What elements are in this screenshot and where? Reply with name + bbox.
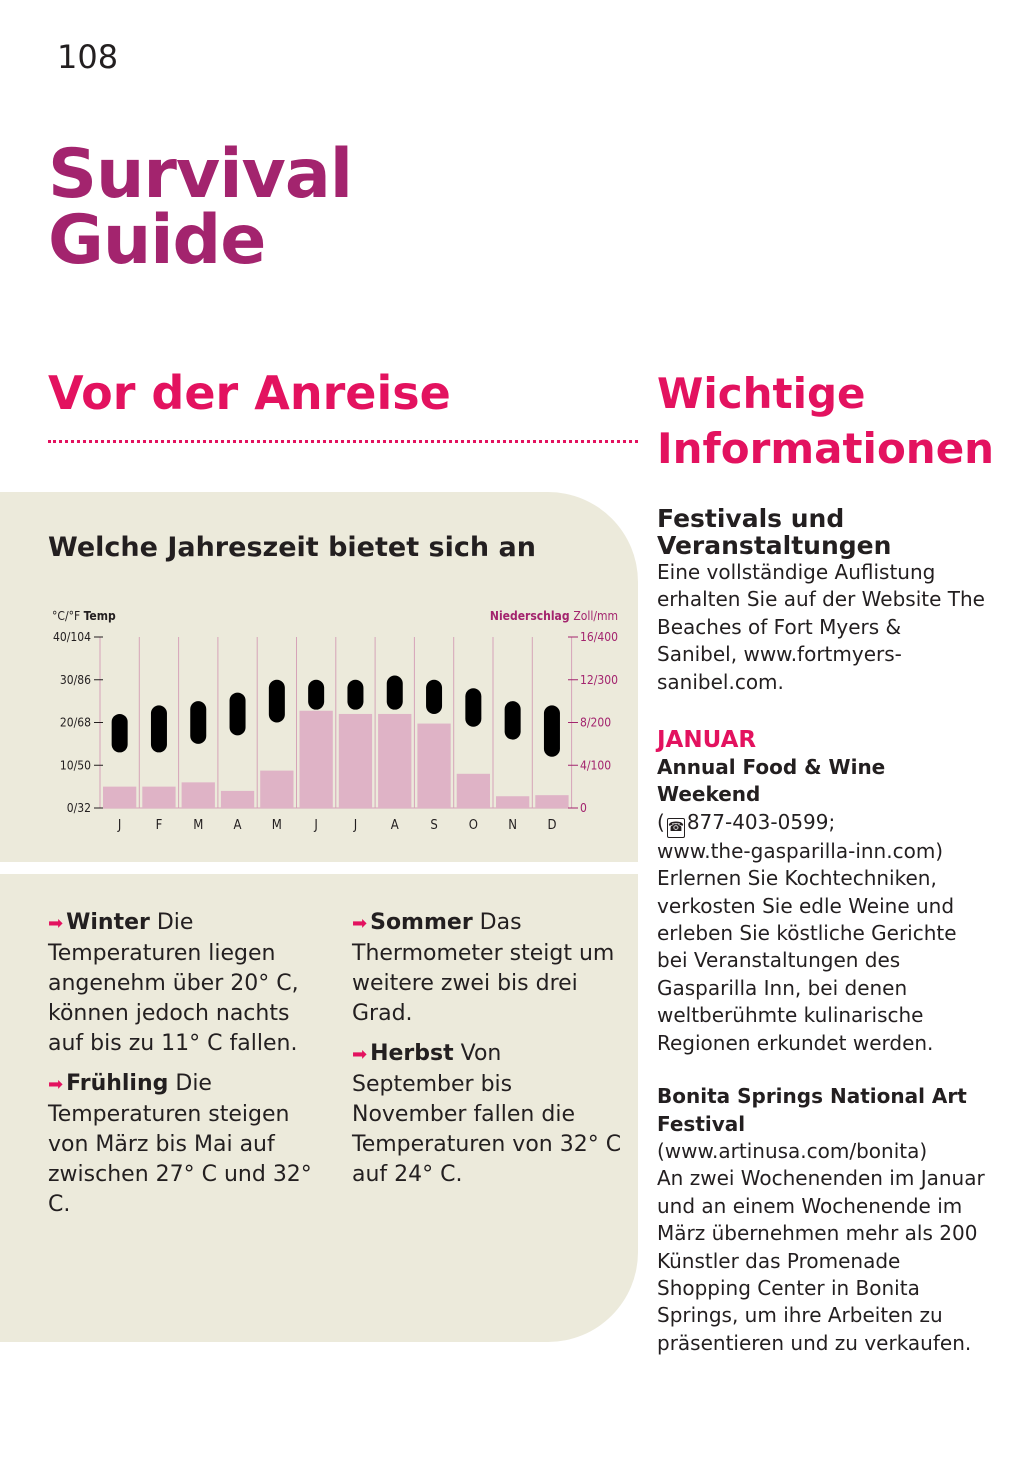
temperature-range bbox=[269, 680, 285, 723]
temperature-range bbox=[230, 693, 246, 736]
event-contact bbox=[657, 809, 987, 838]
event-title: Annual Food & Wine Weekend bbox=[657, 755, 886, 807]
page-title bbox=[48, 135, 353, 280]
month-label: M bbox=[271, 818, 282, 833]
month-label: S bbox=[430, 818, 438, 833]
right-tick-label: 4/100 bbox=[580, 758, 612, 773]
temperature-range bbox=[190, 701, 206, 744]
right-tick-label: 8/200 bbox=[580, 715, 612, 730]
season-spring bbox=[48, 1069, 318, 1220]
title-line-1: Survival bbox=[48, 135, 353, 214]
precipitation-bar bbox=[496, 796, 529, 808]
precipitation-bar bbox=[182, 782, 215, 808]
temperature-range bbox=[426, 680, 442, 714]
seasons-column-right bbox=[352, 908, 622, 1200]
season-winter bbox=[48, 908, 318, 1059]
arrow-right-icon: ➡ bbox=[48, 1074, 64, 1095]
temperature-range bbox=[112, 714, 128, 752]
festivals-heading: Festivals und Veranstaltungen bbox=[657, 504, 892, 560]
season-label: Frühling bbox=[66, 1071, 169, 1096]
heading-line-2: Informationen bbox=[657, 424, 995, 473]
month-label: J bbox=[353, 818, 358, 833]
event-title: Bonita Springs National Art Festival bbox=[657, 1084, 967, 1136]
event-url[interactable]: (www.artinusa.com/bonita) bbox=[657, 1138, 928, 1163]
temperature-range bbox=[347, 680, 363, 710]
precipitation-bar bbox=[417, 724, 450, 808]
section-heading-important-info bbox=[657, 366, 994, 476]
arrow-right-icon: ➡ bbox=[352, 1044, 368, 1065]
left-tick-label: 40/104 bbox=[53, 630, 91, 644]
precipitation-bar bbox=[103, 787, 136, 808]
left-tick-label: 30/86 bbox=[59, 672, 91, 687]
precipitation-bar bbox=[339, 714, 372, 808]
dotted-divider bbox=[48, 440, 638, 443]
left-tick-label: 10/50 bbox=[59, 758, 91, 773]
left-axis-name: Temp bbox=[83, 609, 116, 623]
precipitation-bar bbox=[378, 714, 411, 808]
precipitation-bar bbox=[260, 771, 293, 808]
temperature-range bbox=[544, 705, 560, 756]
month-label: F bbox=[155, 818, 163, 833]
season-summer bbox=[352, 908, 622, 1029]
seasons-column-left bbox=[48, 908, 318, 1230]
left-axis-title bbox=[52, 609, 116, 623]
season-text: Die Temperaturen liegen angenehm über 20° C, können jedoch nachts auf bis zu 11° C fallen. bbox=[48, 910, 299, 1056]
info-column bbox=[657, 505, 987, 1357]
temperature-range bbox=[308, 680, 324, 710]
season-text: Die Temperaturen steigen von März bis Mai auf zwischen 27° C und 32° C. bbox=[48, 1071, 312, 1217]
month-label: D bbox=[547, 818, 557, 833]
climate-chart bbox=[0, 592, 640, 842]
temperature-range bbox=[505, 701, 521, 739]
season-text: Von September bis November fallen die Temperaturen von 32° C auf 24° C. bbox=[352, 1041, 622, 1187]
precipitation-bar bbox=[221, 791, 254, 808]
season-label: Winter bbox=[66, 910, 150, 935]
right-tick-label: 12/300 bbox=[580, 672, 618, 687]
temperature-range bbox=[387, 675, 403, 709]
season-autumn bbox=[352, 1039, 622, 1190]
event-description: An zwei Wochenenden im Januar und an einem Wochenende im März übernehmen mehr als 200 Künstler das Promenade Shopping Center in Bonita Springs, um ihre Arbeiten zu präsentieren und zu verkaufen. bbox=[657, 1166, 985, 1355]
right-axis-title bbox=[490, 609, 618, 623]
arrow-right-icon: ➡ bbox=[48, 913, 64, 934]
paren-open: ( bbox=[657, 809, 665, 834]
event-description: Erlernen Sie Kochtechniken, verkosten Sie edle Weine und erleben Sie köstliche Gerichte bei Veranstaltungen des Gasparilla Inn, bei denen weltberühmte kulinarische Regionen erkundet werden. bbox=[657, 866, 957, 1055]
section-heading-before-travel: Vor der Anreise bbox=[48, 366, 451, 420]
precipitation-bar bbox=[142, 787, 175, 808]
month-label: M bbox=[193, 818, 204, 833]
temperature-range bbox=[465, 688, 481, 726]
title-line-2: Guide bbox=[48, 201, 266, 280]
right-tick-label: 0 bbox=[580, 801, 587, 815]
precipitation-bar bbox=[535, 795, 568, 808]
event-url[interactable]: www.the-gasparilla-inn.com) bbox=[657, 838, 944, 863]
precipitation-bar bbox=[300, 711, 333, 808]
month-label: O bbox=[468, 818, 478, 833]
season-label: Sommer bbox=[370, 910, 473, 935]
precipitation-bar bbox=[457, 774, 490, 808]
left-tick-label: 20/68 bbox=[59, 715, 91, 730]
left-axis-unit: °C/°F bbox=[52, 609, 84, 623]
left-tick-label: 0/32 bbox=[66, 801, 91, 815]
page-number: 108 bbox=[57, 38, 119, 76]
month-label: N bbox=[508, 818, 518, 833]
chart-heading: Welche Jahreszeit bietet sich an bbox=[48, 532, 536, 563]
phone-icon: ☎ bbox=[667, 818, 685, 838]
month-label: J bbox=[117, 818, 122, 833]
event-phone: 877-403-0599; bbox=[686, 809, 836, 834]
temperature-range bbox=[151, 705, 167, 752]
month-label: A bbox=[390, 818, 399, 833]
season-text: Das Thermometer steigt um weitere zwei bis drei Grad. bbox=[352, 910, 615, 1026]
month-label: J bbox=[314, 818, 318, 833]
right-tick-label: 16/400 bbox=[580, 630, 618, 644]
festivals-intro: Eine vollständige Auflistung erhalten Sie auf der Website The Beaches of Fort Myers & Sanibel, www.fortmyers-sanibel.com. bbox=[657, 560, 985, 694]
month-heading: JANUAR bbox=[657, 727, 757, 754]
heading-line-1: Wichtige bbox=[657, 369, 866, 418]
season-label: Herbst bbox=[370, 1041, 454, 1066]
month-label: A bbox=[233, 818, 242, 833]
right-axis-name: Niederschlag bbox=[489, 609, 574, 623]
right-axis-unit: Zoll/mm bbox=[573, 609, 618, 623]
arrow-right-icon: ➡ bbox=[352, 913, 368, 934]
